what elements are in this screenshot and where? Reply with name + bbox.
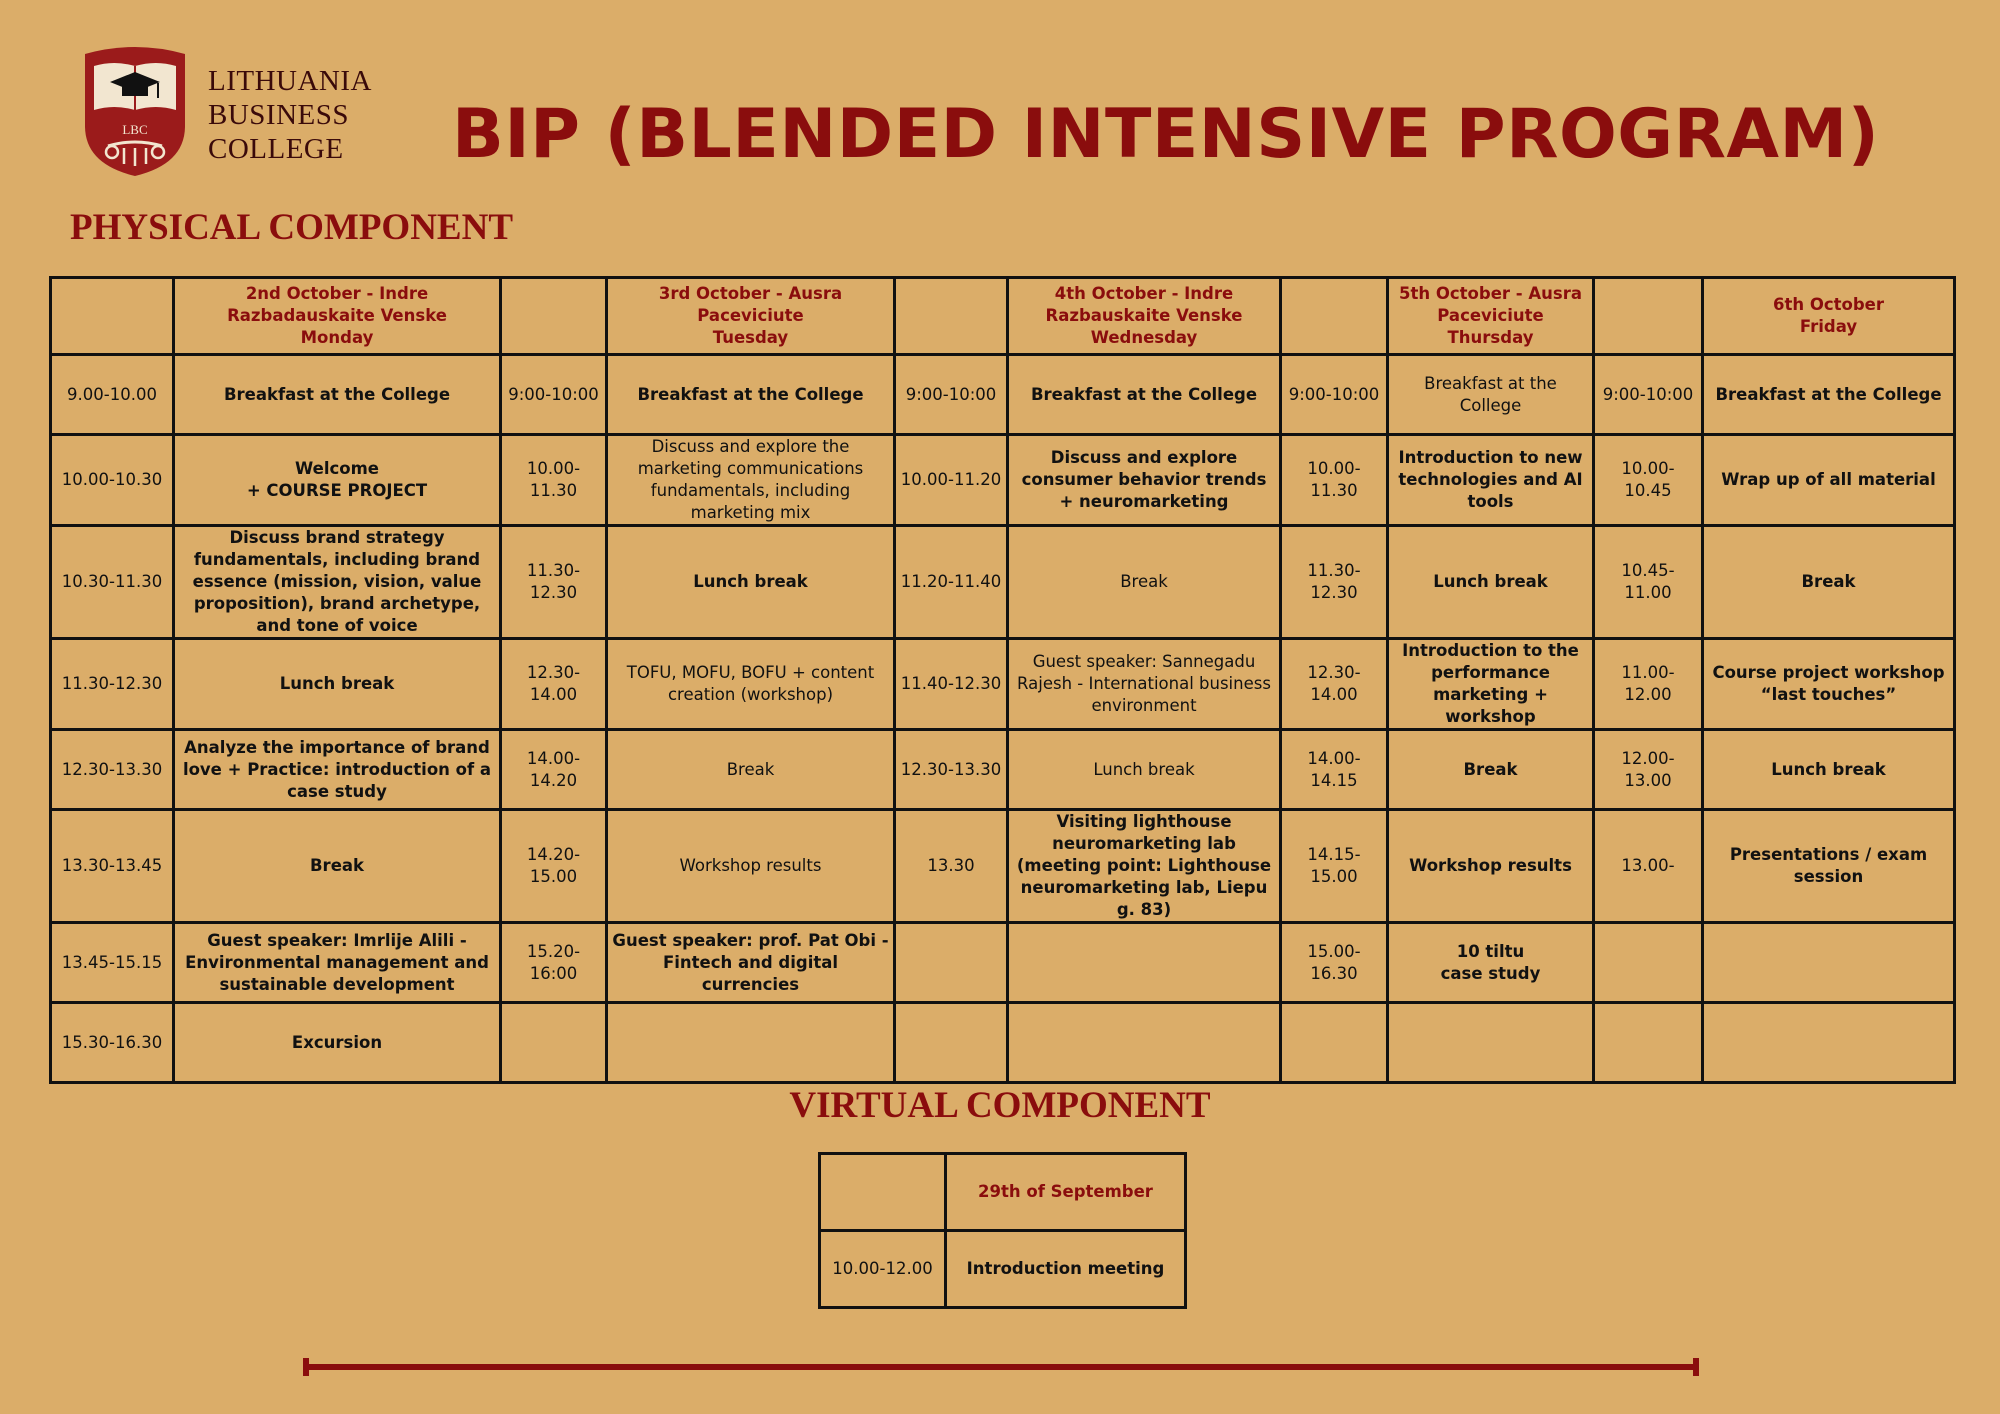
time-cell: 13.45-15.15 bbox=[51, 923, 174, 1003]
activity-cell: Break bbox=[174, 810, 501, 923]
college-name bbox=[208, 64, 372, 166]
activity-cell: Discuss brand strategy fundamentals, including brand essence (mission, vision, value proposition), brand archetype, and tone of voice bbox=[174, 526, 501, 639]
time-cell: 11.30-12.30 bbox=[51, 639, 174, 730]
college-name-line2: BUSINESS bbox=[208, 99, 349, 131]
header-cell-empty bbox=[501, 278, 607, 355]
activity-cell: TOFU, MOFU, BOFU + content creation (workshop) bbox=[607, 639, 895, 730]
time-cell bbox=[1594, 1003, 1703, 1083]
time-cell: 9:00-10:00 bbox=[1281, 355, 1388, 435]
schedule-row bbox=[51, 1003, 1955, 1083]
activity-cell: Break bbox=[1008, 526, 1281, 639]
activity-cell: Lunch break bbox=[174, 639, 501, 730]
activity-cell: Break bbox=[607, 730, 895, 810]
schedule-row bbox=[51, 639, 1955, 730]
activity-cell: Breakfast at the College bbox=[1703, 355, 1955, 435]
timeline-bar bbox=[303, 1358, 1699, 1376]
schedule-row bbox=[51, 435, 1955, 526]
activity-cell: Discuss and explore the marketing communications fundamentals, including marketing mix bbox=[607, 435, 895, 526]
time-cell: 12.30-13.30 bbox=[895, 730, 1008, 810]
time-cell: 14.20-15.00 bbox=[501, 810, 607, 923]
activity-cell: Workshop results bbox=[607, 810, 895, 923]
time-cell: 11.00-12.00 bbox=[1594, 639, 1703, 730]
activity-cell: Guest speaker: Sannegadu Rajesh - International business environment bbox=[1008, 639, 1281, 730]
activity-cell: Breakfast at the College bbox=[607, 355, 895, 435]
header-cell-empty bbox=[820, 1154, 946, 1231]
time-cell bbox=[895, 1003, 1008, 1083]
time-cell bbox=[895, 923, 1008, 1003]
time-cell bbox=[1281, 1003, 1388, 1083]
activity-cell: Wrap up of all material bbox=[1703, 435, 1955, 526]
activity-cell bbox=[1388, 1003, 1594, 1083]
time-cell: 9:00-10:00 bbox=[501, 355, 607, 435]
college-logo-icon bbox=[80, 46, 190, 178]
activity-cell bbox=[1703, 923, 1955, 1003]
activity-cell: Breakfast at the College bbox=[1008, 355, 1281, 435]
activity-cell: Analyze the importance of brand love + Practice: introduction of a case study bbox=[174, 730, 501, 810]
schedule-row bbox=[51, 810, 1955, 923]
activity-cell: Visiting lighthouse neuromarketing lab (meeting point: Lighthouse neuromarketing lab, Liepu g. 83) bbox=[1008, 810, 1281, 923]
time-cell: 12.30-14.00 bbox=[501, 639, 607, 730]
time-cell: 13.30-13.45 bbox=[51, 810, 174, 923]
activity-cell: Lunch break bbox=[1388, 526, 1594, 639]
college-name-line3: COLLEGE bbox=[208, 133, 344, 165]
time-cell: 10.00-11.20 bbox=[895, 435, 1008, 526]
time-cell: 14.15-15.00 bbox=[1281, 810, 1388, 923]
activity-cell: Lunch break bbox=[1008, 730, 1281, 810]
day-header: 6th October Friday bbox=[1703, 278, 1955, 355]
time-cell: 11.40-12.30 bbox=[895, 639, 1008, 730]
time-cell: 13.30 bbox=[895, 810, 1008, 923]
college-name-line1: LITHUANIA bbox=[208, 65, 372, 97]
header-cell-empty bbox=[895, 278, 1008, 355]
day-header: 3rd October - Ausra Paceviciute Tuesday bbox=[607, 278, 895, 355]
time-cell: 15.30-16.30 bbox=[51, 1003, 174, 1083]
activity-cell: Introduction to the performance marketing + workshop bbox=[1388, 639, 1594, 730]
header-cell-empty bbox=[1281, 278, 1388, 355]
time-cell: 10.00-10.45 bbox=[1594, 435, 1703, 526]
time-cell: 12.30-13.30 bbox=[51, 730, 174, 810]
schedule-row bbox=[51, 730, 1955, 810]
day-header: 2nd October - Indre Razbadauskaite Venske Monday bbox=[174, 278, 501, 355]
activity-cell: Break bbox=[1388, 730, 1594, 810]
time-cell: 10.00-12.00 bbox=[820, 1231, 946, 1308]
activity-cell bbox=[1008, 923, 1281, 1003]
virtual-component-title: VIRTUAL COMPONENT bbox=[789, 1085, 1211, 1126]
day-header: 5th October - Ausra Paceviciute Thursday bbox=[1388, 278, 1594, 355]
time-cell: 11.20-11.40 bbox=[895, 526, 1008, 639]
physical-schedule-table bbox=[49, 276, 1956, 1084]
time-cell: 12.00-13.00 bbox=[1594, 730, 1703, 810]
activity-cell: Guest speaker: prof. Pat Obi - Fintech and digital currencies bbox=[607, 923, 895, 1003]
time-cell: 9.00-10.00 bbox=[51, 355, 174, 435]
virtual-row bbox=[820, 1231, 1186, 1308]
schedule-row bbox=[51, 923, 1955, 1003]
time-cell: 15.20-16:00 bbox=[501, 923, 607, 1003]
activity-cell: Introduction to new technologies and AI tools bbox=[1388, 435, 1594, 526]
activity-cell: Guest speaker: Imrlije Alili - Environmental management and sustainable development bbox=[174, 923, 501, 1003]
activity-cell: 10 tiltu case study bbox=[1388, 923, 1594, 1003]
time-cell: 10.00-11.30 bbox=[1281, 435, 1388, 526]
time-cell: 12.30-14.00 bbox=[1281, 639, 1388, 730]
time-cell: 13.00- bbox=[1594, 810, 1703, 923]
schedule-row bbox=[51, 355, 1955, 435]
activity-cell: Course project workshop “last touches” bbox=[1703, 639, 1955, 730]
activity-cell: Breakfast at the College bbox=[1388, 355, 1594, 435]
activity-cell: Break bbox=[1703, 526, 1955, 639]
virtual-schedule-table bbox=[818, 1152, 1187, 1309]
time-cell: 15.00-16.30 bbox=[1281, 923, 1388, 1003]
time-cell: 10.00-10.30 bbox=[51, 435, 174, 526]
time-cell bbox=[1594, 923, 1703, 1003]
time-cell: 14.00-14.20 bbox=[501, 730, 607, 810]
activity-cell bbox=[1703, 1003, 1955, 1083]
activity-cell: Workshop results bbox=[1388, 810, 1594, 923]
activity-cell: Presentations / exam session bbox=[1703, 810, 1955, 923]
header-cell-empty bbox=[51, 278, 174, 355]
time-cell: 10.45-11.00 bbox=[1594, 526, 1703, 639]
activity-cell: Lunch break bbox=[607, 526, 895, 639]
time-cell: 14.00-14.15 bbox=[1281, 730, 1388, 810]
activity-cell: Discuss and explore consumer behavior trends + neuromarketing bbox=[1008, 435, 1281, 526]
time-cell bbox=[501, 1003, 607, 1083]
schedule-row bbox=[51, 526, 1955, 639]
time-cell: 10.00-11.30 bbox=[501, 435, 607, 526]
page-title: BIP (BLENDED INTENSIVE PROGRAM) bbox=[452, 95, 1880, 174]
activity-cell: Lunch break bbox=[1703, 730, 1955, 810]
time-cell: 9:00-10:00 bbox=[1594, 355, 1703, 435]
physical-component-title: PHYSICAL COMPONENT bbox=[70, 207, 514, 248]
time-cell: 9:00-10:00 bbox=[895, 355, 1008, 435]
header-cell-empty bbox=[1594, 278, 1703, 355]
time-cell: 11.30-12.30 bbox=[1281, 526, 1388, 639]
header-row bbox=[51, 278, 1955, 355]
activity-cell: Introduction meeting bbox=[946, 1231, 1186, 1308]
virtual-date-header: 29th of September bbox=[946, 1154, 1186, 1231]
time-cell: 11.30-12.30 bbox=[501, 526, 607, 639]
svg-text:LBC: LBC bbox=[122, 122, 148, 137]
virtual-header-row bbox=[820, 1154, 1186, 1231]
activity-cell: Welcome + COURSE PROJECT bbox=[174, 435, 501, 526]
activity-cell bbox=[607, 1003, 895, 1083]
activity-cell bbox=[1008, 1003, 1281, 1083]
time-cell: 10.30-11.30 bbox=[51, 526, 174, 639]
activity-cell: Breakfast at the College bbox=[174, 355, 501, 435]
activity-cell: Excursion bbox=[174, 1003, 501, 1083]
day-header: 4th October - Indre Razbauskaite Venske Wednesday bbox=[1008, 278, 1281, 355]
